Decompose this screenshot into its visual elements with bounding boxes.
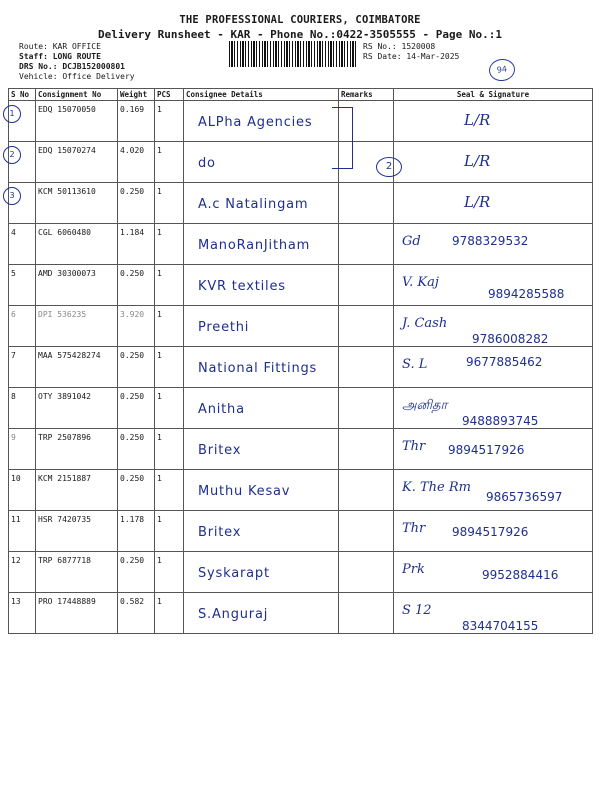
row-consignment-no: EDQ 15070050 (36, 101, 118, 142)
handwritten-signature: Prk (402, 562, 425, 577)
handwritten-signature: Thr (402, 439, 426, 454)
circled-handwritten-note: 94 (488, 57, 517, 82)
row-consignment-no: KCM 2151887 (36, 470, 118, 511)
rs-date: RS Date: 14-Mar-2025 (363, 52, 460, 61)
row-weight: 4.020 (118, 142, 155, 183)
handwritten-consignee: Britex (198, 443, 242, 458)
row-pcs: 1 (155, 224, 184, 265)
runsheet-table (8, 88, 593, 634)
row-weight: 0.250 (118, 183, 155, 224)
table-row (9, 470, 593, 511)
handwritten-consignee: Anitha (198, 402, 245, 417)
header-consignee: Consignee Details (184, 89, 339, 101)
row-signature (394, 183, 593, 224)
row-remarks (339, 470, 394, 511)
row-consignee (184, 429, 339, 470)
row-pcs: 1 (155, 552, 184, 593)
row-weight: 0.250 (118, 347, 155, 388)
row-consignee (184, 347, 339, 388)
circled-row-number: 2 (3, 146, 21, 164)
handwritten-signature: K. The Rm (402, 480, 471, 495)
route-line: Route: KAR OFFICE (19, 42, 101, 51)
row-signature (394, 224, 593, 265)
table-row (9, 347, 593, 388)
circled-row-number: 3 (3, 187, 21, 205)
handwritten-consignee: Britex (198, 525, 242, 540)
row-consignment-no: MAA 575428274 (36, 347, 118, 388)
handwritten-phone: 9677885462 (466, 355, 543, 369)
row-consignee (184, 470, 339, 511)
table-row (9, 224, 593, 265)
handwritten-consignee: ManoRanJitham (198, 238, 311, 253)
row-consignee (184, 593, 339, 634)
handwritten-consignee: ALPha Agencies (198, 115, 313, 130)
row-sno (9, 388, 36, 429)
table-row (9, 552, 593, 593)
handwritten-phone: 9894517926 (448, 443, 525, 457)
row-pcs: 1 (155, 429, 184, 470)
table-row (9, 101, 593, 142)
handwritten-signature: S 12 (402, 603, 432, 618)
row-number: 11 (11, 515, 21, 524)
row-consignee (184, 265, 339, 306)
row-consignment-no: AMD 30300073 (36, 265, 118, 306)
row-remarks (339, 388, 394, 429)
rs-info (363, 42, 459, 62)
row-consignment-no: CGL 6060480 (36, 224, 118, 265)
row-remarks (339, 306, 394, 347)
row-signature (394, 306, 593, 347)
row-remarks (339, 224, 394, 265)
row-consignee (184, 511, 339, 552)
handwritten-bracket (332, 107, 353, 169)
table-row (9, 429, 593, 470)
row-remarks (339, 511, 394, 552)
row-weight: 3.920 (118, 306, 155, 347)
bracket-circled-number: 2 (376, 157, 402, 177)
row-pcs: 1 (155, 306, 184, 347)
row-signature (394, 470, 593, 511)
row-consignment-no: TRP 2507896 (36, 429, 118, 470)
handwritten-signature: J. Cash (402, 316, 448, 331)
handwritten-consignee: Preethi (198, 320, 250, 335)
row-weight: 0.169 (118, 101, 155, 142)
table-row (9, 265, 593, 306)
row-sno (9, 142, 36, 183)
header-weight: Weight (118, 89, 155, 101)
row-pcs: 1 (155, 101, 184, 142)
row-sno (9, 265, 36, 306)
row-consignee (184, 101, 339, 142)
row-weight: 0.250 (118, 470, 155, 511)
row-number: 5 (11, 269, 16, 278)
document-title: THE PROFESSIONAL COURIERS, COIMBATORE (179, 14, 421, 26)
table-row (9, 142, 593, 183)
row-sno (9, 470, 36, 511)
row-remarks (339, 552, 394, 593)
row-consignment-no: HSR 7420735 (36, 511, 118, 552)
row-consignment-no: TRP 6877718 (36, 552, 118, 593)
handwritten-consignee: A.c Natalingam (198, 197, 309, 212)
row-consignee (184, 142, 339, 183)
row-sno (9, 511, 36, 552)
handwritten-phone: 8344704155 (462, 619, 539, 633)
barcode (229, 41, 357, 67)
row-sno (9, 101, 36, 142)
header-signature: Seal & Signature (394, 89, 593, 101)
row-weight: 0.250 (118, 552, 155, 593)
header-pcs: PCS (155, 89, 184, 101)
row-signature (394, 429, 593, 470)
row-consignee (184, 388, 339, 429)
row-remarks (339, 265, 394, 306)
row-sno (9, 347, 36, 388)
row-pcs: 1 (155, 142, 184, 183)
row-signature (394, 142, 593, 183)
row-number: 13 (11, 597, 21, 606)
row-signature (394, 101, 593, 142)
row-consignment-no: PRO 17448889 (36, 593, 118, 634)
handwritten-signature: Gd (402, 234, 421, 249)
row-consignment-no: KCM 50113610 (36, 183, 118, 224)
handwritten-phone: 9865736597 (486, 490, 563, 504)
drs-line: DRS No.: DCJB152000801 (19, 62, 125, 71)
header-remarks: Remarks (339, 89, 394, 101)
handwritten-phone: 9488893745 (462, 414, 539, 428)
row-sno (9, 429, 36, 470)
row-signature (394, 511, 593, 552)
row-number: 9 (11, 433, 16, 442)
row-pcs: 1 (155, 388, 184, 429)
handwritten-signature: L/R (464, 193, 491, 211)
row-number: 7 (11, 351, 16, 360)
row-signature (394, 552, 593, 593)
circled-row-number: 1 (3, 105, 21, 123)
row-pcs: 1 (155, 470, 184, 511)
handwritten-signature: S. L (402, 357, 428, 372)
row-consignment-no: EDQ 15070274 (36, 142, 118, 183)
vehicle-line: Vehicle: Office Delivery (19, 72, 135, 81)
handwritten-consignee: National Fittings (198, 361, 318, 376)
row-number: 4 (11, 228, 16, 237)
handwritten-phone: 9894517926 (452, 525, 529, 539)
row-weight: 0.250 (118, 388, 155, 429)
handwritten-signature: V. Kaj (402, 275, 439, 290)
row-sno (9, 306, 36, 347)
handwritten-phone: 9952884416 (482, 568, 559, 582)
handwritten-signature: Thr (402, 521, 426, 536)
row-pcs: 1 (155, 265, 184, 306)
row-signature (394, 265, 593, 306)
row-consignee (184, 224, 339, 265)
row-number: 8 (11, 392, 16, 401)
handwritten-signature: L/R (464, 152, 491, 170)
header-consignment: Consignment No (36, 89, 118, 101)
row-number: 12 (11, 556, 21, 565)
row-remarks (339, 593, 394, 634)
row-weight: 1.184 (118, 224, 155, 265)
row-weight: 0.250 (118, 265, 155, 306)
rs-number: RS No.: 1520008 (363, 42, 436, 51)
handwritten-phone: 9786008282 (472, 332, 549, 346)
row-pcs: 1 (155, 347, 184, 388)
table-row (9, 511, 593, 552)
header-sno: S No (9, 89, 36, 101)
handwritten-phone: 9788329532 (452, 234, 529, 248)
row-remarks (339, 429, 394, 470)
handwritten-phone: 9894285588 (488, 287, 565, 301)
row-consignee (184, 306, 339, 347)
row-number: 6 (11, 310, 16, 319)
row-sno (9, 224, 36, 265)
table-row (9, 388, 593, 429)
handwritten-consignee: Muthu Kesav (198, 484, 291, 499)
handwritten-consignee: S.Anguraj (198, 607, 269, 622)
row-sno (9, 593, 36, 634)
table-row (9, 306, 593, 347)
row-weight: 0.582 (118, 593, 155, 634)
row-sno (9, 183, 36, 224)
handwritten-signature: அனிதா (402, 398, 448, 413)
table-header-row (9, 89, 593, 101)
row-consignee (184, 183, 339, 224)
row-consignment-no: OTY 3891042 (36, 388, 118, 429)
row-weight: 1.178 (118, 511, 155, 552)
handwritten-consignee: Syskarapt (198, 566, 270, 581)
row-signature (394, 347, 593, 388)
row-consignee (184, 552, 339, 593)
table-row (9, 593, 593, 634)
route-info (19, 42, 135, 82)
document-subtitle: Delivery Runsheet - KAR - Phone No.:0422-3505555 - Page No.:1 (98, 28, 502, 41)
table-row (9, 183, 593, 224)
row-number: 10 (11, 474, 21, 483)
row-weight: 0.250 (118, 429, 155, 470)
row-signature (394, 388, 593, 429)
handwritten-consignee: do (198, 156, 216, 171)
staff-line: Staff: LONG ROUTE (19, 52, 101, 61)
row-remarks (339, 347, 394, 388)
row-consignment-no: DPI 536235 (36, 306, 118, 347)
row-pcs: 1 (155, 183, 184, 224)
handwritten-consignee: KVR textiles (198, 279, 286, 294)
row-pcs: 1 (155, 511, 184, 552)
row-pcs: 1 (155, 593, 184, 634)
handwritten-signature: L/R (464, 111, 491, 129)
row-signature (394, 593, 593, 634)
row-sno (9, 552, 36, 593)
row-remarks (339, 183, 394, 224)
